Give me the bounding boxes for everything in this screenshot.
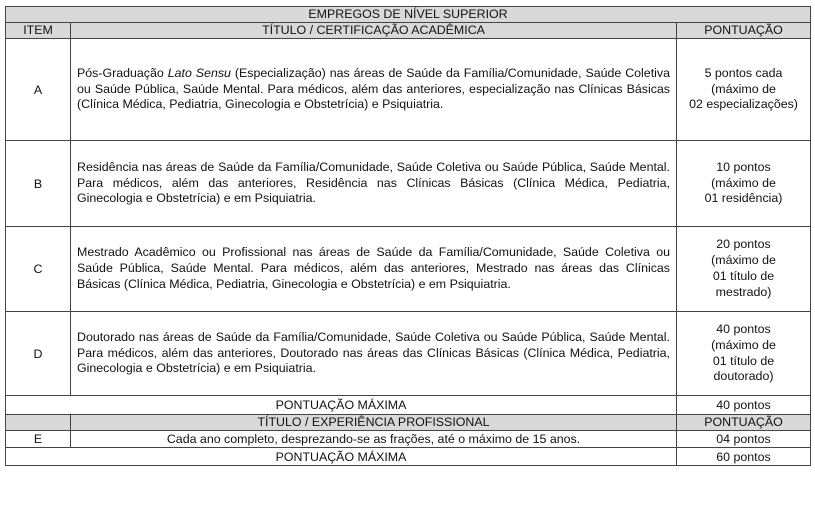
item-description — [71, 39, 677, 141]
description-text: Pós-Graduação — [77, 65, 168, 80]
max-score-value: 40 pontos — [677, 396, 811, 415]
score-line: 01 título de — [712, 353, 775, 368]
item-letter: D — [6, 312, 71, 396]
item-letter: E — [6, 431, 71, 448]
item-letter: A — [6, 39, 71, 141]
column-header-professional-experience: TÍTULO / EXPERIÊNCIA PROFISSIONAL — [71, 415, 677, 431]
item-description: Mestrado Acadêmico ou Profissional nas áreas de Saúde da Família/Comunidade, Saúde Coletiva ou Saúde Pública, Saúde Mental. Para médicos, além das anteriores, Mestrado nas áreas das Clínicas Básicas (Clínica Médica, Pediatria, Ginecologia e Obstetrícia) e em Psiquiatria. — [71, 227, 677, 312]
item-score — [677, 227, 811, 312]
score-line: 40 pontos — [716, 321, 771, 336]
table-row — [6, 431, 811, 448]
max-score-row — [6, 396, 811, 415]
item-letter: B — [6, 141, 71, 227]
scoring-table — [5, 6, 811, 466]
table-row — [6, 312, 811, 396]
item-score: 04 pontos — [677, 431, 811, 448]
max-score-row — [6, 448, 811, 466]
description-text: (Especialização) nas áreas de Saúde da Família/Comunidade, Saúde Coletiva ou Saúde Pública, Saúde Mental. Para médicos, além das anteriores, especialização nas Clínicas Básicas (Clínica Médica, Pediatria, Ginecologia e Obstetrícia) e Psiquiatria. — [77, 65, 670, 112]
max-score-label: PONTUAÇÃO MÁXIMA — [6, 396, 677, 415]
item-description: Cada ano completo, desprezando-se as frações, até o máximo de 15 anos. — [71, 431, 677, 448]
table-title: EMPREGOS DE NÍVEL SUPERIOR — [6, 7, 811, 23]
score-line: (máximo de — [711, 253, 776, 268]
column-header-score: PONTUAÇÃO — [677, 23, 811, 39]
column-header-academic-title: TÍTULO / CERTIFICAÇÃO ACADÊMICA — [71, 23, 677, 39]
item-score — [677, 141, 811, 227]
item-score — [677, 39, 811, 141]
score-line: (máximo de — [711, 175, 776, 190]
score-line: 01 residência) — [704, 191, 783, 206]
max-score-value: 60 pontos — [677, 448, 811, 466]
score-line: 02 especializações) — [689, 97, 798, 112]
item-description: Residência nas áreas de Saúde da Família/Comunidade, Saúde Coletiva ou Saúde Pública, Saúde Mental. Para médicos, além das anteriores, Residência nas Clínicas Básicas (Clínica Médica, Pediatria, Ginecologia e Obstetrícia) e em Psiquiatria. — [71, 141, 677, 227]
score-line: mestrado) — [715, 284, 772, 299]
item-description: Doutorado nas áreas de Saúde da Família/Comunidade, Saúde Coletiva ou Saúde Pública, Saúde Mental. Para médicos, além das anteriores, Doutorado nas áreas das Clínicas Básicas (Clínica Médica, Pediatria, Ginecologia e Obstetrícia) e em Psiquiatria. — [71, 312, 677, 396]
score-line: (máximo de — [711, 337, 776, 352]
table-row — [6, 227, 811, 312]
table-row — [6, 141, 811, 227]
score-line: doutorado) — [713, 369, 774, 384]
item-score — [677, 312, 811, 396]
score-line: 5 pontos cada — [704, 65, 783, 80]
item-letter: C — [6, 227, 71, 312]
column-header-item: ITEM — [6, 23, 71, 39]
score-line: 10 pontos — [716, 159, 771, 174]
score-line: 01 título de — [712, 269, 775, 283]
description-italic-term: Lato Sensu — [167, 65, 231, 80]
max-score-label: PONTUAÇÃO MÁXIMA — [6, 448, 677, 466]
column-header-score: PONTUAÇÃO — [677, 415, 811, 431]
table-row — [6, 39, 811, 141]
score-line: (máximo de — [711, 81, 776, 96]
score-line: 20 pontos — [716, 237, 771, 252]
column-header-item-empty — [6, 415, 71, 431]
